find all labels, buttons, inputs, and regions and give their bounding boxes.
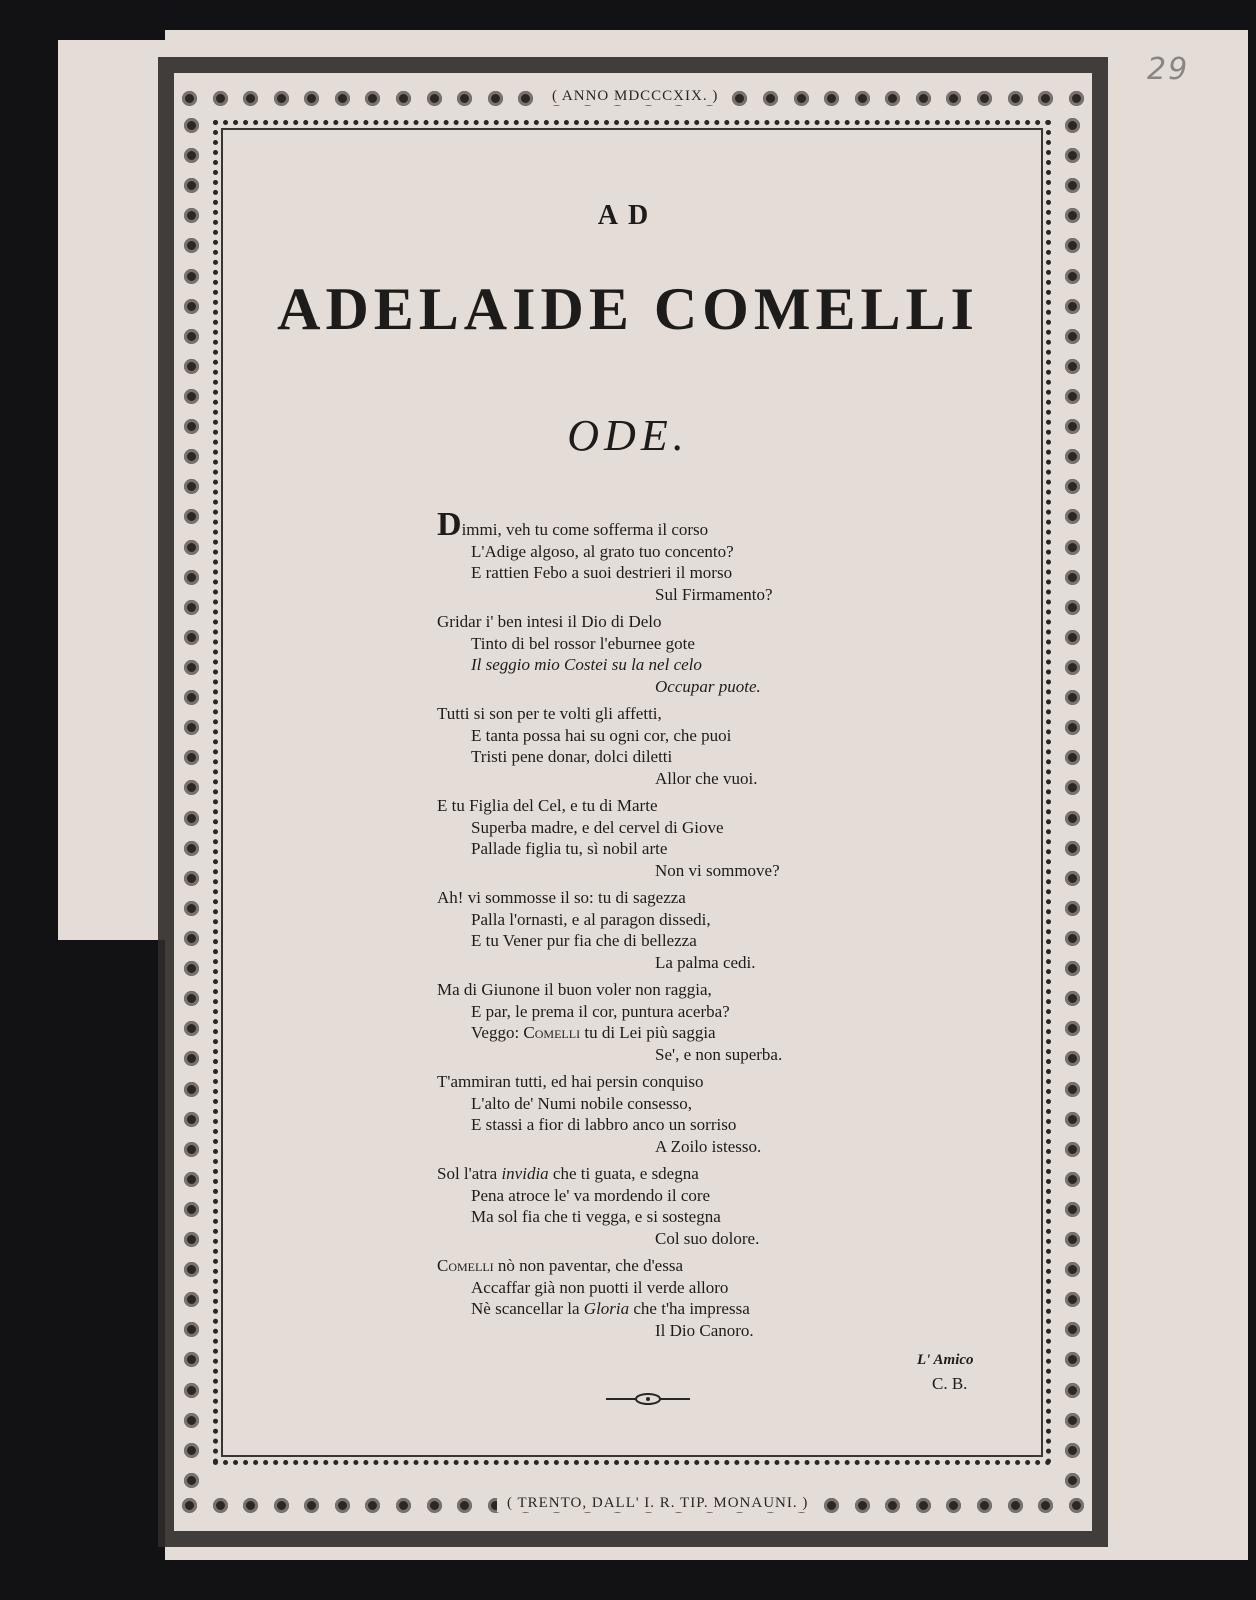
border-dot — [1065, 1232, 1080, 1247]
border-dot — [184, 1202, 199, 1217]
stanza-6 — [437, 979, 857, 1065]
border-dot — [518, 91, 533, 106]
border-dot — [184, 1413, 199, 1428]
header-year-label: ( ANNO MDCCCXIX. ) — [542, 88, 728, 105]
border-dot — [184, 540, 199, 555]
border-dot — [184, 720, 199, 735]
poem-line: T'ammiran tutti, ed hai persin conquiso — [437, 1072, 704, 1091]
border-dot — [184, 780, 199, 795]
name-small-caps: Comelli — [523, 1023, 581, 1042]
border-dot — [1065, 1051, 1080, 1066]
signature-initials: C. B. — [932, 1374, 968, 1393]
poem-text: Veggo: — [471, 1023, 524, 1042]
poem-emphasis: invidia — [501, 1164, 549, 1183]
border-dot — [184, 690, 199, 705]
stanza-7 — [437, 1071, 857, 1157]
border-dot — [1065, 540, 1080, 555]
poem-line — [437, 1255, 857, 1277]
border-dot — [457, 1498, 472, 1513]
stanza-5 — [437, 887, 857, 973]
border-dot — [184, 389, 199, 404]
poem-emphasis: Gloria — [583, 1299, 630, 1318]
border-dot — [274, 91, 289, 106]
title-prefix: AD — [597, 200, 659, 231]
border-dot — [184, 1112, 199, 1127]
border-dot — [916, 1498, 931, 1513]
border-dot — [184, 570, 199, 585]
border-dot — [243, 91, 258, 106]
border-dot — [1065, 1082, 1080, 1097]
border-dot — [427, 1498, 442, 1513]
poem-line: E stassi a fior di labbro anco un sorriso — [471, 1115, 737, 1134]
poem-line: Accaffar già non puotti il verde alloro — [471, 1277, 729, 1297]
poem-line: Gridar i' ben intesi il Dio di Delo — [437, 612, 662, 631]
border-dot — [1065, 118, 1080, 133]
border-dot — [213, 1498, 228, 1513]
border-dot — [1008, 1498, 1023, 1513]
subtitle: ODE. — [567, 411, 689, 460]
border-dot — [184, 871, 199, 886]
poem-line: Il Dio Canoro. — [655, 1320, 754, 1340]
border-dot — [1065, 660, 1080, 675]
border-dot — [184, 630, 199, 645]
stanza-4 — [437, 795, 857, 881]
border-dot — [184, 1142, 199, 1157]
poem-line: L'Adige algoso, al grato tuo concento? — [471, 541, 734, 561]
border-dot — [1069, 1498, 1084, 1513]
stanza-8 — [437, 1163, 857, 1249]
poem — [437, 506, 857, 1347]
border-dot — [1065, 1383, 1080, 1398]
border-dot — [885, 91, 900, 106]
border-dot — [824, 1498, 839, 1513]
stanza-1 — [437, 506, 857, 605]
border-dot — [184, 1383, 199, 1398]
border-dot — [1065, 1292, 1080, 1307]
border-dot — [763, 91, 778, 106]
border-dot — [182, 91, 197, 106]
border-dot — [977, 1498, 992, 1513]
border-dot — [457, 91, 472, 106]
poem-line: Tutti si son per te volti gli affetti, — [437, 704, 662, 723]
border-dot — [427, 91, 442, 106]
border-dot — [1065, 1202, 1080, 1217]
border-dot — [1065, 359, 1080, 374]
border-dot — [184, 1051, 199, 1066]
poem-line: immi, veh tu come sofferma il corso — [461, 520, 709, 539]
folio-number: 29 — [1147, 52, 1190, 87]
poem-line: Tinto di bel rossor l'eburnee gote — [471, 633, 695, 653]
border-dot — [1065, 720, 1080, 735]
border-dot — [885, 1498, 900, 1513]
border-dot — [184, 1232, 199, 1247]
border-dot — [1065, 961, 1080, 976]
border-dot — [184, 1082, 199, 1097]
page-title: ADELAIDE COMELLI — [277, 276, 979, 342]
border-dot — [184, 811, 199, 826]
poem-line: La palma cedi. — [655, 952, 756, 972]
border-dot — [274, 1498, 289, 1513]
border-dot — [1065, 178, 1080, 193]
border-dot — [1065, 570, 1080, 585]
footer-printer-label: ( TRENTO, DALL' I. R. TIP. MONAUNI. ) — [497, 1495, 818, 1512]
border-dot — [855, 1498, 870, 1513]
poem-line: Non vi sommove? — [655, 860, 780, 880]
border-dot — [304, 91, 319, 106]
poem-text: che ti guata, e sdegna — [548, 1164, 699, 1183]
poem-text: Sol l'atra — [437, 1164, 502, 1183]
border-dot — [213, 91, 228, 106]
border-dot — [1065, 1322, 1080, 1337]
border-dot — [184, 509, 199, 524]
border-dot — [184, 961, 199, 976]
border-dot — [1065, 750, 1080, 765]
border-dot — [184, 660, 199, 675]
border-dot — [824, 91, 839, 106]
border-dot — [1065, 931, 1080, 946]
border-dot — [1065, 479, 1080, 494]
border-dot — [1065, 389, 1080, 404]
border-dot — [184, 991, 199, 1006]
poem-line: Tristi pene donar, dolci diletti — [471, 747, 673, 766]
border-dot — [184, 600, 199, 615]
border-dot — [1065, 630, 1080, 645]
poem-line: E tu Vener pur fia che di bellezza — [471, 931, 697, 950]
poem-line: Sul Firmamento? — [655, 584, 773, 604]
border-dot — [184, 841, 199, 856]
border-dot — [488, 91, 503, 106]
poem-line: E rattien Febo a suoi destrieri il morso — [471, 563, 733, 582]
border-dot — [182, 1498, 197, 1513]
border-dot — [1065, 1413, 1080, 1428]
border-dot — [184, 1021, 199, 1036]
border-dot — [184, 1473, 199, 1488]
border-dot — [946, 91, 961, 106]
border-dot — [184, 359, 199, 374]
poem-line: E par, le prema il cor, puntura acerba? — [471, 1001, 730, 1021]
border-dot — [1065, 811, 1080, 826]
border-dot — [1065, 509, 1080, 524]
border-dot — [1065, 1112, 1080, 1127]
poem-text: nò non paventar, che d'essa — [493, 1256, 683, 1275]
border-dot — [184, 901, 199, 916]
border-dot — [1008, 91, 1023, 106]
signature-label: L' Amico — [917, 1352, 974, 1368]
border-dot — [946, 1498, 961, 1513]
poem-line: Allor che vuoi. — [655, 768, 758, 788]
border-dot — [396, 1498, 411, 1513]
border-dot — [1038, 91, 1053, 106]
border-dot — [1065, 1352, 1080, 1367]
border-dot — [1065, 238, 1080, 253]
border-dot — [304, 1498, 319, 1513]
border-dot — [335, 1498, 350, 1513]
poem-line: Col suo dolore. — [655, 1228, 760, 1248]
border-dot — [977, 91, 992, 106]
poem-line: Pallade figlia tu, sì nobil arte — [471, 839, 668, 858]
border-dot — [184, 1352, 199, 1367]
border-dot — [1065, 1021, 1080, 1036]
border-dot — [794, 91, 809, 106]
poem-line: Ma di Giunone il buon voler non raggia, — [437, 980, 712, 999]
border-dot — [184, 1443, 199, 1458]
border-dot — [184, 479, 199, 494]
border-dot — [184, 118, 199, 133]
poem-line: Ma sol fia che ti vegga, e si sostegna — [471, 1207, 721, 1226]
border-dot — [1065, 1443, 1080, 1458]
border-dot — [1065, 1142, 1080, 1157]
border-dot — [1065, 600, 1080, 615]
border-dot — [184, 1262, 199, 1277]
poem-line — [437, 1298, 857, 1320]
poem-line: Superba madre, e del cervel di Giove — [471, 817, 724, 837]
poem-text: Nè scancellar la — [471, 1299, 584, 1318]
poem-text: che t'ha impressa — [629, 1299, 750, 1318]
border-dot — [243, 1498, 258, 1513]
poem-line: E tanta possa hai su ogni cor, che puoi — [471, 725, 732, 745]
poem-line: E tu Figlia del Cel, e tu di Marte — [437, 796, 658, 815]
name-small-caps: Comelli — [437, 1256, 494, 1275]
border-dot — [1069, 91, 1084, 106]
poem-line: Palla l'ornasti, e al paragon dissedi, — [471, 909, 711, 929]
border-dot — [184, 750, 199, 765]
stanza-9 — [437, 1255, 857, 1341]
poem-text: tu di Lei più saggia — [580, 1023, 716, 1042]
poem-line: L'alto de' Numi nobile consesso, — [471, 1093, 692, 1113]
border-dot — [184, 178, 199, 193]
poem-line — [437, 1022, 857, 1044]
border-dot — [855, 91, 870, 106]
poem-line — [437, 1163, 857, 1185]
border-dot — [184, 931, 199, 946]
poem-line: Occupar puote. — [655, 676, 761, 696]
border-dot — [1065, 1262, 1080, 1277]
border-dot — [732, 91, 747, 106]
border-dot — [184, 238, 199, 253]
poem-line: Pena atroce le' va mordendo il core — [471, 1185, 711, 1205]
drop-cap: D — [437, 506, 462, 543]
border-dot — [1065, 991, 1080, 1006]
border-dot — [1065, 690, 1080, 705]
border-dot — [1065, 1172, 1080, 1187]
border-dot — [365, 1498, 380, 1513]
border-dot — [1065, 871, 1080, 886]
border-dot — [184, 1172, 199, 1187]
border-dot — [184, 148, 199, 163]
stanza-2 — [437, 611, 857, 697]
border-dot — [1065, 148, 1080, 163]
border-dot — [184, 1292, 199, 1307]
border-dot — [335, 91, 350, 106]
border-dot — [184, 1322, 199, 1337]
border-dot — [1065, 780, 1080, 795]
border-dot — [1065, 901, 1080, 916]
border-dot — [1065, 841, 1080, 856]
border-dot — [365, 91, 380, 106]
border-dot — [396, 91, 411, 106]
poem-line: A Zoilo istesso. — [655, 1136, 762, 1156]
stanza-3 — [437, 703, 857, 789]
border-dot — [1038, 1498, 1053, 1513]
poem-line: Se', e non superba. — [655, 1044, 783, 1064]
poem-line: Ah! vi sommosse il so: tu di sagezza — [437, 888, 686, 907]
closing-ornament-icon — [606, 1392, 690, 1406]
border-dot — [916, 91, 931, 106]
border-dot — [1065, 1473, 1080, 1488]
poem-line: Il seggio mio Costei su la nel celo — [471, 655, 702, 674]
